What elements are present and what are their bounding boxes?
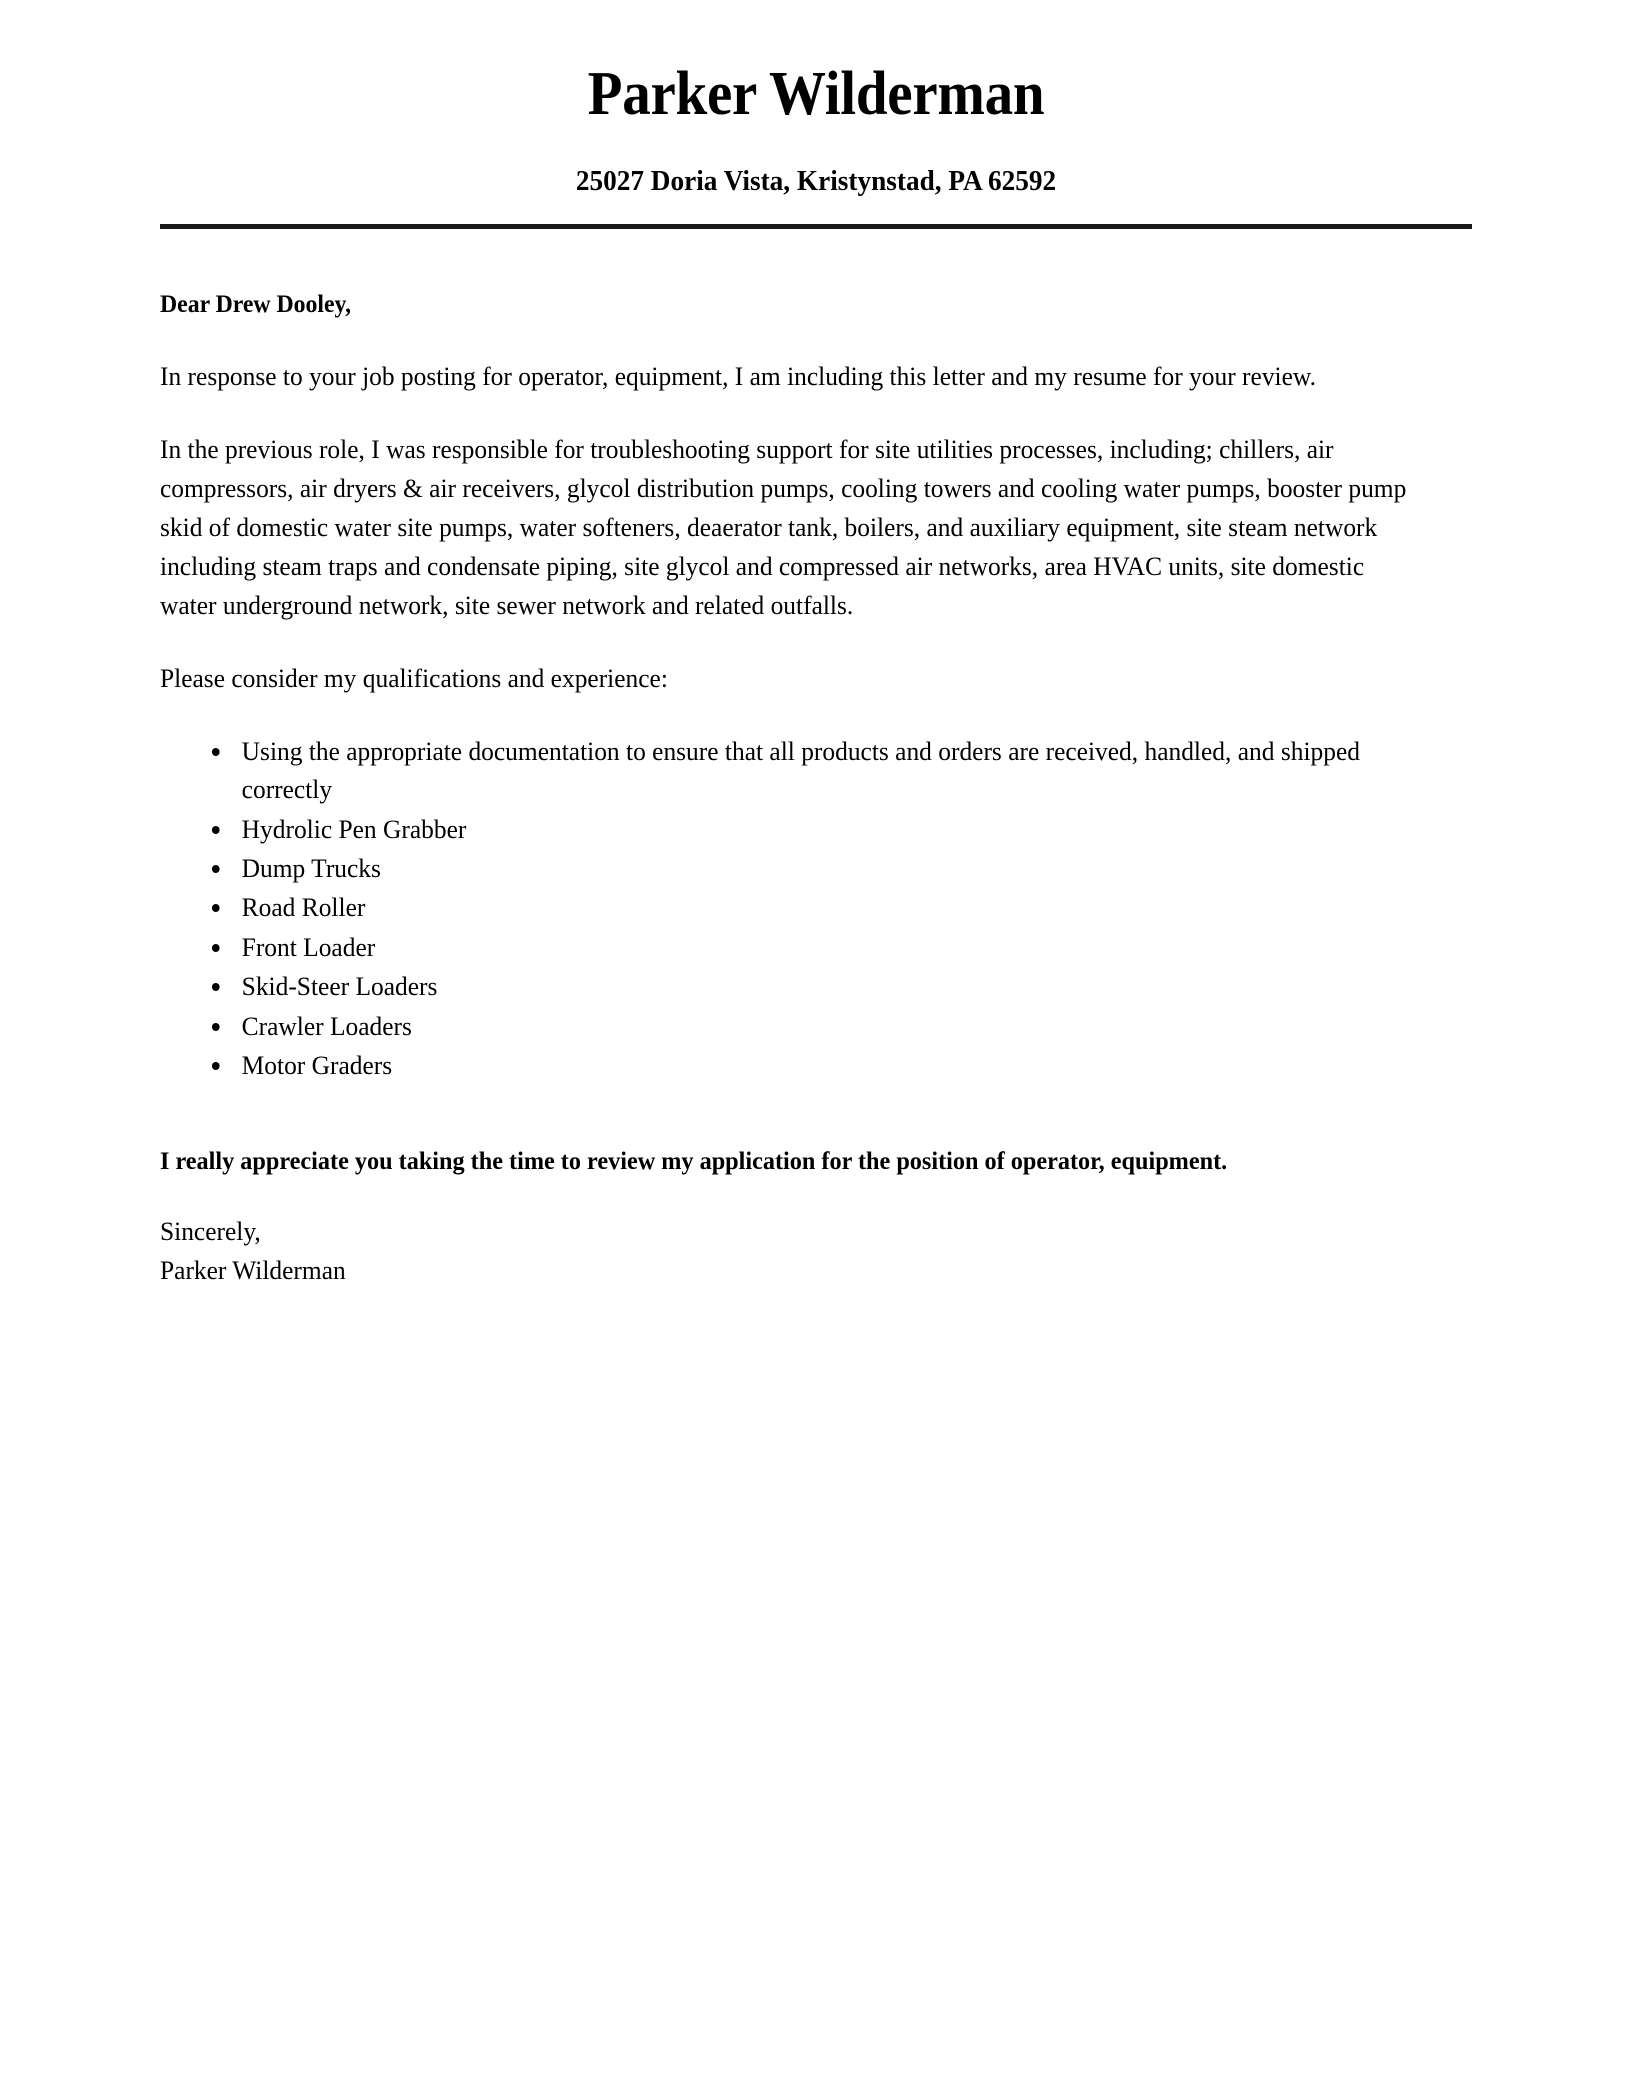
qualifications-intro: Please consider my qualifications and experience: xyxy=(160,662,668,693)
sender-address: 25027 Doria Vista, Kristynstad, PA 62592 xyxy=(575,165,1057,198)
list-item: • Front Loader xyxy=(234,928,1422,966)
list-item: • Road Roller xyxy=(234,888,1422,926)
list-item: • Crawler Loaders xyxy=(234,1007,1422,1045)
paragraph-intro: In response to your job posting for operator, equipment, I am including this letter and my resume for your review. xyxy=(160,361,1316,392)
list-item: • Skid-Steer Loaders xyxy=(234,967,1422,1005)
signature-block xyxy=(160,1212,1420,1289)
page-title: Parker Wilderman xyxy=(587,60,1045,128)
list-item: • Dump Trucks xyxy=(234,849,1422,887)
list-item: • Hydrolic Pen Grabber xyxy=(234,810,1422,848)
valediction: Sincerely, xyxy=(160,1216,261,1247)
qualifications-list xyxy=(160,732,1472,1085)
closing-statement: I really appreciate you taking the time to review my application for the position of operator, equipment. xyxy=(160,1145,1228,1175)
list-item: • Using the appropriate documentation to ensure that all products and orders are received, handled, and shipped correctly xyxy=(234,732,1422,809)
paragraph-experience: In the previous role, I was responsible for troubleshooting support for site utilities processes, including; chillers, air compressors, air dryers & air receivers, glycol distribution pumps, cooling towers and cooling water pumps, booster pump skid of domestic water site pumps, water softeners, deaerator tank, boilers, and auxiliary equipment, site steam network including steam traps and condensate piping, site glycol and compressed air networks, area HVAC units, site domestic water underground network, site sewer network and related outfalls. xyxy=(160,434,1407,620)
letterhead xyxy=(160,52,1472,229)
list-item: • Motor Graders xyxy=(234,1046,1422,1084)
signature-name: Parker Wilderman xyxy=(160,1254,346,1285)
letter-body xyxy=(160,229,1472,1289)
salutation: Dear Drew Dooley, xyxy=(160,291,352,319)
